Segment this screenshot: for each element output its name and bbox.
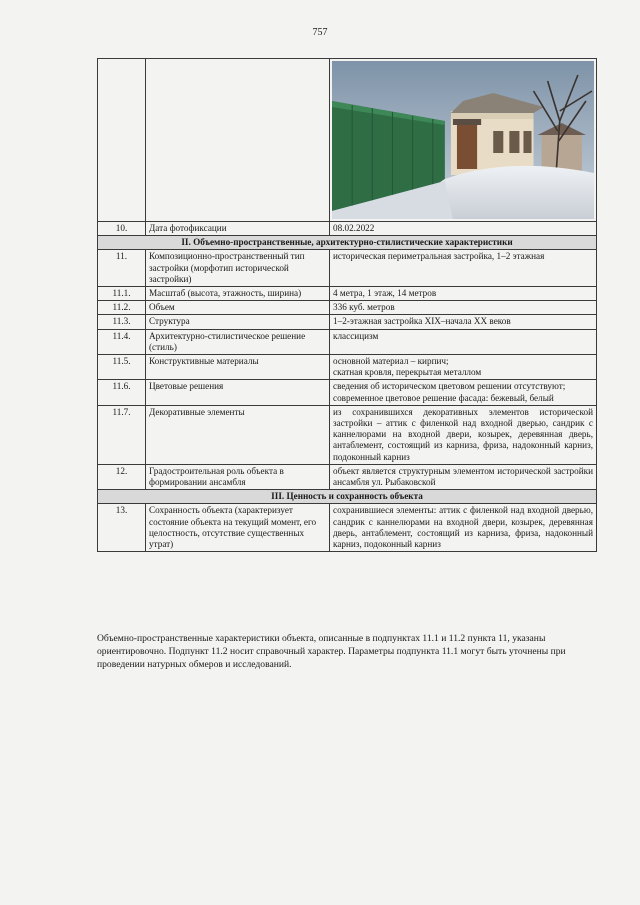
row-label: Объем (146, 301, 330, 315)
table-row (98, 355, 597, 380)
row-label: Масштаб (высота, этажность, ширина) (146, 287, 330, 301)
page-number: 757 (312, 27, 328, 38)
building-photo (332, 61, 594, 219)
section-title: III. Ценность и сохранность объекта (98, 490, 597, 504)
row-label: Цветовые решения (146, 380, 330, 405)
row-label: Структура (146, 315, 330, 329)
row-value (330, 380, 597, 405)
table-row (98, 287, 597, 301)
row-number: 13. (98, 504, 146, 552)
row-value: сохранившиеся элементы: аттик с филенкой над входной дверью, сандрик с каннелюрами на входной двери, козырек, деревянная дверь, антаблемент, состоящий из карниза, фриза, надоконный карниз, подоконный карниз (330, 504, 597, 552)
photo-row-label (146, 59, 330, 222)
row-value: 336 куб. метров (330, 301, 597, 315)
row-value (330, 355, 597, 380)
section-header-3 (98, 490, 597, 504)
row-value: объект является структурным элементом исторической застройки ансамбля ул. Рыбаковской (330, 464, 597, 489)
table-row (98, 329, 597, 354)
row-value: историческая периметральная застройка, 1–2 этажная (330, 250, 597, 287)
row-label: Композиционно-пространственный тип застройки (морфотип исторической застройки) (146, 250, 330, 287)
section-header-2 (98, 236, 597, 250)
table-row (98, 405, 597, 464)
row-number: 11.7. (98, 405, 146, 464)
value-line: скатная кровля, перекрытая металлом (333, 367, 482, 378)
section-title: II. Объемно-пространственные, архитектурно-стилистические характеристики (98, 236, 597, 250)
row-number: 11.2. (98, 301, 146, 315)
row-number: 11.1. (98, 287, 146, 301)
row-label: Архитектурно-стилистическое решение (стиль) (146, 329, 330, 354)
row-value: 4 метра, 1 этаж, 14 метров (330, 287, 597, 301)
row-value: из сохранившихся декоративных элементов исторической застройки – аттик с филенкой над входной дверью, сандрик с каннелюрами на входной двери, козырек, деревянная дверь, антаблемент, состоящий из карниза, фриза, надоконный карниз, подоконный карниз (330, 405, 597, 464)
photo-row (98, 59, 597, 222)
photo-cell (330, 59, 597, 222)
characteristics-table (97, 58, 597, 552)
value-line: современное цветовое решение фасада: бежевый, белый (333, 392, 554, 403)
value-line: основной материал – кирпич; (333, 356, 449, 367)
photo-row-num (98, 59, 146, 222)
row-number: 11.6. (98, 380, 146, 405)
row-label: Дата фотофиксации (146, 222, 330, 236)
table-row (98, 504, 597, 552)
value-line: сведения об историческом цветовом решении отсутствуют; (333, 381, 566, 392)
table-row (98, 315, 597, 329)
table-row (98, 464, 597, 489)
row-number: 10. (98, 222, 146, 236)
footnote: Объемно-пространственные характеристики объекта, описанные в подпунктах 11.1 и 11.2 пункта 11, указаны ориентировочно. Подпункт 11.2 носит справочный характер. Параметры подпункта 11.1 могут быть уточнены при проведении натурных обмеров и исследований. (97, 633, 566, 670)
table-row (98, 250, 597, 287)
photo-date-row (98, 222, 597, 236)
row-label: Конструктивные материалы (146, 355, 330, 380)
row-number: 11.5. (98, 355, 146, 380)
row-value: классицизм (330, 329, 597, 354)
row-number: 11.4. (98, 329, 146, 354)
row-label: Сохранность объекта (характеризует состояние объекта на текущий момент, его целостность, отсутствие существенных утрат) (146, 504, 330, 552)
row-label: Градостроительная роль объекта в формировании ансамбля (146, 464, 330, 489)
row-number: 12. (98, 464, 146, 489)
row-value: 08.02.2022 (330, 222, 597, 236)
row-label: Декоративные элементы (146, 405, 330, 464)
row-number: 11.3. (98, 315, 146, 329)
table-row (98, 301, 597, 315)
row-value: 1–2-этажная застройка XIX–начала XX веков (330, 315, 597, 329)
row-number: 11. (98, 250, 146, 287)
table-row (98, 380, 597, 405)
